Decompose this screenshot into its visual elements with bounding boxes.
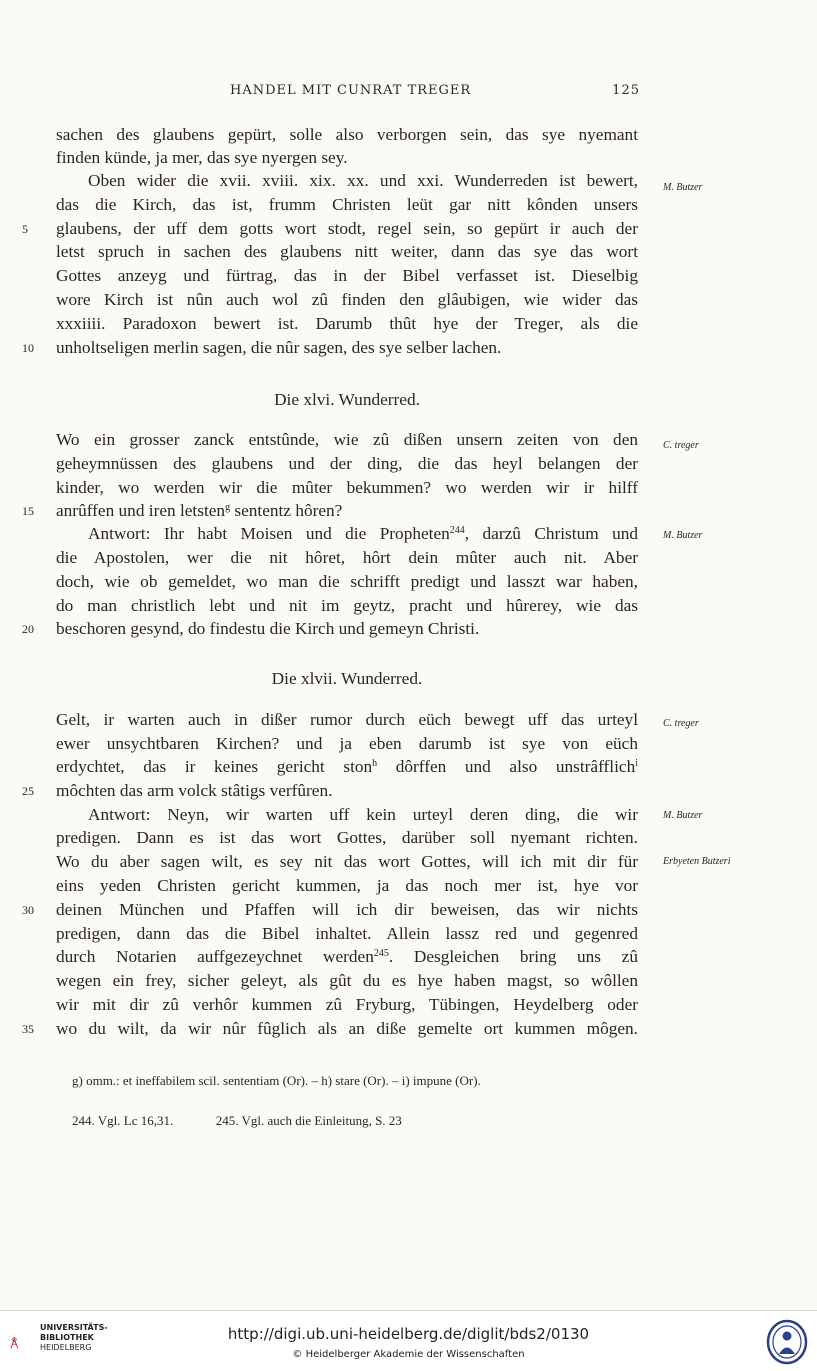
text-line: 10 unholtseligen merlin sagen, die nûr sagen, des sye selber lachen. — [22, 338, 502, 357]
marginal-note: C. treger — [663, 440, 699, 451]
section-heading: Die xlvi. Wunderred. — [274, 390, 420, 409]
viewer-footer — [0, 1310, 817, 1371]
text-line: 15 anrûffen und iren letsten$^g$ sententz hôren? — [22, 501, 343, 520]
text-line: Antwort: Neyn, wir warten uff kein urteyl deren ding, die wir — [88, 805, 638, 824]
text-line: Wo du aber sagen wilt, es sey nit das wort Gottes, will ich mit dir für — [56, 852, 638, 871]
text-line: Antwort: Ihr habt Moisen und die Propheten$^{244}$, darzû Christum und — [88, 524, 638, 543]
text-line: erdychtet, das ir keines gericht ston$^h$ dôrffen und also unstrâfflich$^i$ — [56, 757, 638, 776]
text-line: ewer unsychtbaren Kirchen? und ja eben darumb ist sye von eüch — [56, 734, 638, 753]
text-line: 25 môchten das arm volck stâtigs verfûren. — [22, 781, 333, 800]
apparatus-mark: h — [372, 758, 378, 769]
text-line: 5 glaubens, der uff dem gotts wort stodt, regel sein, so gepürt ir auch der — [22, 219, 638, 238]
line-number: 15 — [22, 504, 34, 518]
section-heading: Die xlvii. Wunderred. — [271, 669, 423, 688]
running-head-title: HANDEL MIT CUNRAT TREGER — [230, 83, 472, 98]
line-number: 20 — [22, 622, 34, 636]
line-number: 35 — [22, 1022, 34, 1036]
footnote-mark: 245 — [373, 948, 389, 959]
text-line: wir mit dir zû verhôr kummen zû Fryburg, Tübingen, Heydelberg oder — [56, 995, 638, 1014]
marginal-note: M. Butzer — [663, 530, 703, 541]
text-line: das die Kirch, das ist, frumm Christen leüt gar nitt kônden unsers — [56, 195, 638, 214]
line-number: 10 — [22, 341, 34, 355]
permalink[interactable]: http://digi.ub.uni-heidelberg.de/diglit/bds2/0130 — [227, 1325, 590, 1343]
text-line: Oben wider die xvii. xviii. xix. xx. und xxi. Wunderreden ist bewert, — [88, 171, 638, 190]
marginal-note: M. Butzer — [663, 182, 703, 193]
apparatus-mark: g — [225, 502, 231, 513]
page-number: 125 — [612, 83, 640, 98]
text-line: finden künde, ja mer, das sye nyergen sey. — [56, 148, 348, 167]
text-line: 20 beschoren gesynd, do findestu die Kirch und gemeyn Christi. — [22, 619, 480, 638]
marginal-note: C. treger — [663, 718, 699, 729]
text-line: doch, wie ob gemeldet, wo man die schrifft predigt und lasszt war haben, — [56, 572, 638, 591]
running-head — [230, 83, 640, 98]
text-line: Gelt, ir warten auch in dißer rumor durch eüch bewegt uff das urteyl — [56, 710, 638, 729]
marginal-note: M. Butzer — [663, 810, 703, 821]
text-line: 35 wo du wilt, da wir nûr fûglich als an diße gemelte ort kummen môgen. — [22, 1019, 638, 1038]
apparatus-mark: i — [635, 758, 638, 769]
line-number: 25 — [22, 784, 34, 798]
text-line: predigen. Dann es ist das wort Gottes, darüber soll nyemant richten. — [56, 828, 638, 847]
text-line: predigen, dann das die Bibel inhaltet. Allein lassz red und gegenred — [56, 924, 638, 943]
copyright-notice: © Heidelberger Akademie der Wissenschaften — [292, 1349, 525, 1360]
text-line: 30 deinen München und Pfaffen will ich dir beweisen, das wir nichts — [22, 900, 638, 919]
text-line: do man christlich lebt und nit im geytz, pracht und hûrerey, wie das — [56, 596, 638, 615]
text-line: kinder, wo werden wir die mûter bekummen? wo werden wir ir hilff — [56, 478, 638, 497]
footnote-244: 244. Vgl. Lc 16,31. — [72, 1113, 174, 1128]
text-line: eins yeden Christen gericht kummen, ja das noch mer ist, hye vor — [56, 876, 638, 895]
text-line: sachen des glaubens gepürt, solle also verborgen sein, das sye nyemant — [56, 125, 638, 144]
academy-seal-icon — [766, 1319, 808, 1365]
library-name: UNIVERSITÄTS- BIBLIOTHEK HEIDELBERG — [40, 1323, 108, 1352]
footnotes — [72, 1113, 672, 1129]
text-line: Wo ein grosser zanck entstûnde, wie zû dißen unsern zeiten von den — [56, 430, 638, 449]
marginal-note: Erbyeten Butzeri — [663, 856, 731, 867]
footnote-245: 245. Vgl. auch die Einleitung, S. 23 — [215, 1113, 402, 1128]
line-number: 5 — [22, 222, 28, 236]
line-number: 30 — [22, 903, 34, 917]
critical-apparatus: g) omm.: et ineffabilem scil. sententiam (Or). – h) stare (Or). – i) impune (Or). — [72, 1073, 481, 1088]
text-line: wore Kirch ist nûn auch wol zû finden den glâubigen, wie wider das — [56, 290, 638, 309]
text-line: geheymnüssen des glaubens und der ding, die das heyl belangen der — [56, 454, 638, 473]
text-line: wegen ein frey, sicher geleyt, als gût du es hye haben magst, so wôllen — [56, 971, 638, 990]
text-line: Gottes anzeyg und fürtrag, das in der Bibel verfasset ist. Dieselbig — [56, 266, 638, 285]
text-line: letst spruch in sachen des glaubens nitt weiter, dann das sye das wort — [56, 242, 638, 261]
text-line: xxxiiii. Paradoxon bewert ist. Darumb thût hye der Treger, als die — [56, 314, 638, 333]
text-line: durch Notarien auffgezeychnet werden$^{245}$. Desgleichen bring uns zû — [56, 947, 638, 966]
text-line: die Apostolen, wer die nit hôret, hôrt dein mûter auch nit. Aber — [56, 548, 638, 567]
footnote-mark: 244 — [449, 525, 465, 536]
